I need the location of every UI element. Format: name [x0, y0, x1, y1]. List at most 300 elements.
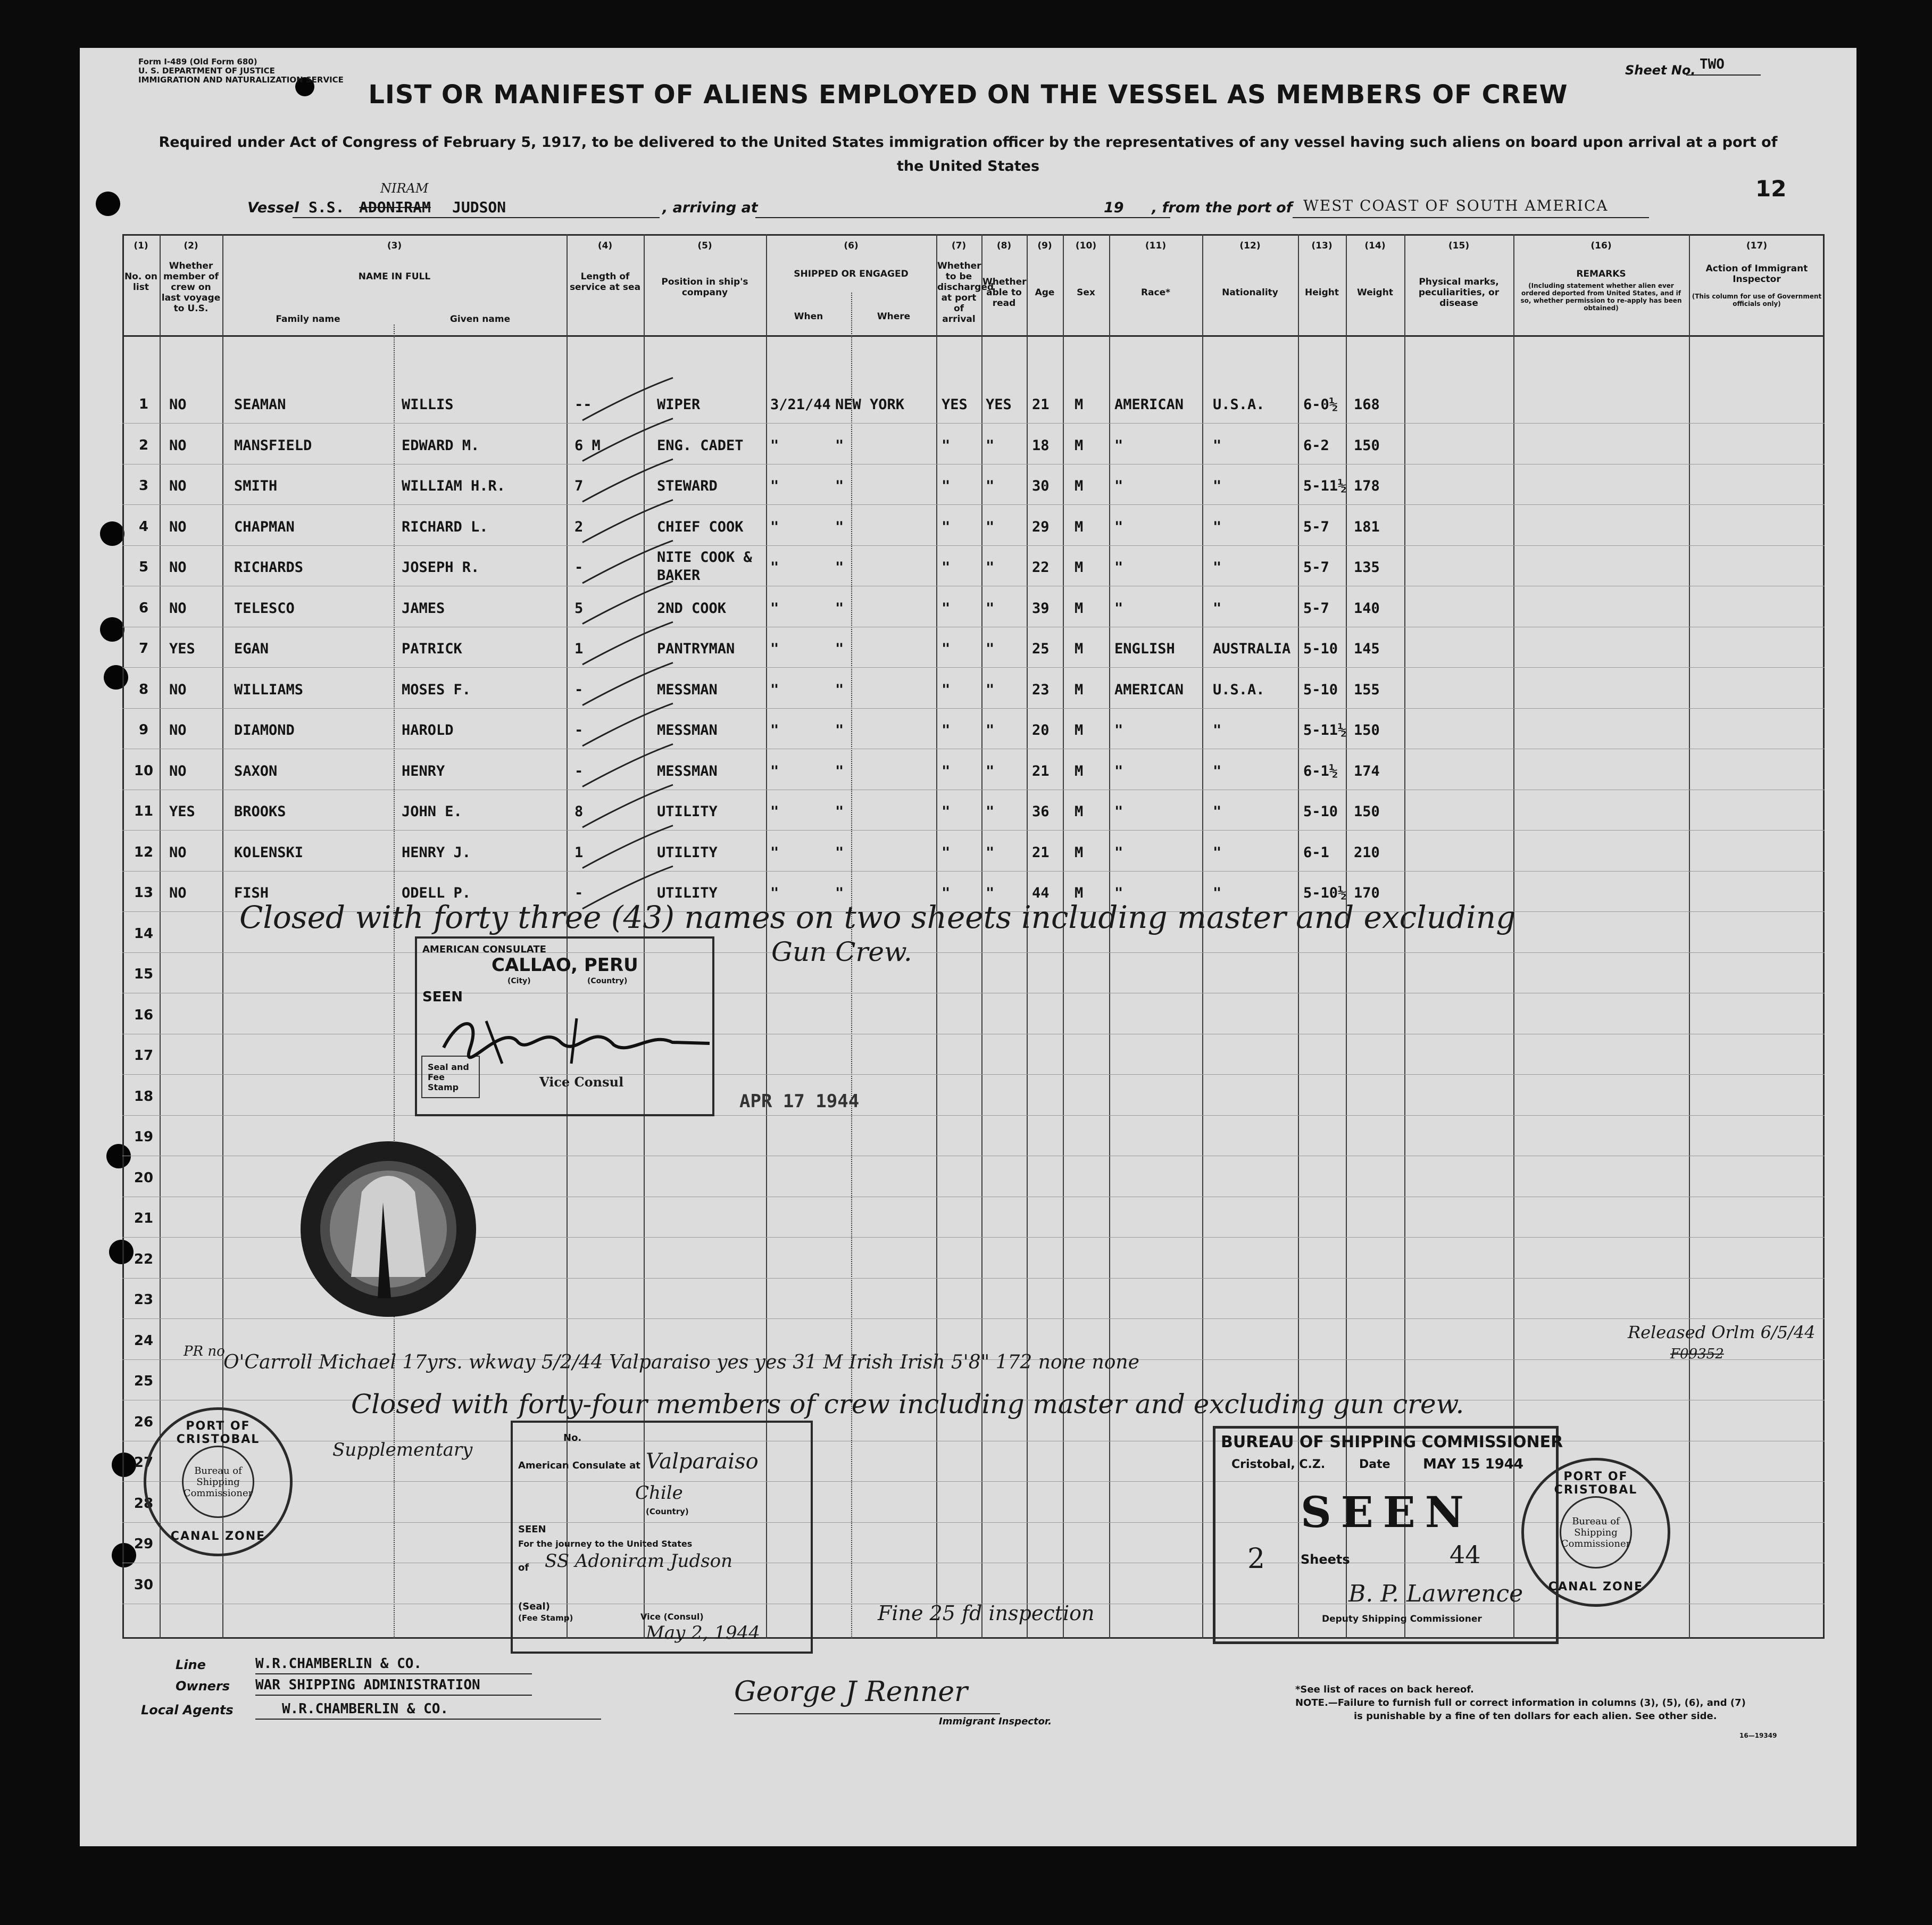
- footer-owners-label: Owners: [176, 1679, 230, 1694]
- cell-family: KOLENSKI: [234, 844, 304, 861]
- cell-last-voyage: NO: [169, 518, 187, 535]
- cell-race: ": [1114, 722, 1123, 739]
- cell-last-voyage: NO: [169, 600, 187, 617]
- cell-sex: M: [1075, 559, 1084, 576]
- cell-nationality: ": [1213, 559, 1222, 576]
- column-number: (14): [1364, 240, 1386, 251]
- cell-sex: M: [1075, 478, 1084, 494]
- page-title: LIST OR MANIFEST OF ALIENS EMPLOYED ON THE VESSEL AS MEMBERS OF CREW: [368, 80, 1568, 110]
- column-number: (1): [134, 240, 148, 251]
- sheet-no-value: TWO: [1700, 56, 1725, 72]
- cell-last-voyage: NO: [169, 396, 187, 413]
- row-number: 6: [138, 600, 149, 616]
- cell-discharged: ": [942, 600, 951, 617]
- column-header-last-voyage: Whether member of crew on last voyage to U.S.: [161, 261, 221, 314]
- cell-given: PATRICK: [402, 641, 462, 657]
- column-divider: [1063, 234, 1064, 1639]
- cell-given: ODELL P.: [402, 885, 471, 901]
- cell-last-voyage: YES: [169, 803, 195, 820]
- cell-race: ": [1114, 885, 1123, 901]
- cell-height: 5-10: [1303, 641, 1338, 657]
- cell-age: 21: [1032, 396, 1050, 413]
- form-id-line: U. S. DEPARTMENT OF JUSTICE: [138, 66, 275, 76]
- column-header-remarks: REMARKS: [1576, 269, 1626, 279]
- column-header-race: Race*: [1140, 287, 1171, 298]
- cell-last-voyage: NO: [169, 844, 187, 861]
- column-number: (4): [597, 240, 613, 251]
- cell-weight: 174: [1354, 762, 1380, 779]
- note-fine-1: NOTE.—Failure to furnish full or correct information in columns (3), (5), (6), and (7): [1295, 1697, 1746, 1708]
- cell-nationality: U.S.A.: [1213, 681, 1265, 698]
- row-number: 1: [138, 396, 149, 412]
- column-header-given: Given name: [449, 314, 511, 325]
- column-number: (3): [387, 240, 402, 251]
- cell-when: ": [770, 762, 779, 779]
- column-number: (13): [1311, 240, 1333, 251]
- column-number: (15): [1448, 240, 1470, 251]
- cell-when: ": [770, 681, 779, 698]
- row-number: 4: [138, 518, 149, 535]
- cell-when: ": [770, 559, 779, 576]
- cell-position: STEWARD: [657, 478, 718, 494]
- cell-sex: M: [1075, 437, 1084, 454]
- cell-weight: 178: [1354, 478, 1380, 494]
- cell-height: 6-1½: [1303, 762, 1338, 779]
- cell-read: ": [986, 641, 995, 657]
- row-number: 3: [138, 478, 149, 494]
- row-number: 23: [134, 1292, 154, 1308]
- cell-position: MESSMAN: [657, 722, 718, 739]
- cell-position: ENG. CADET: [657, 437, 744, 454]
- form-id-line: Form I-489 (Old Form 680): [138, 57, 257, 67]
- cell-height: 5-10½: [1303, 885, 1347, 901]
- vessel-underline: [293, 217, 660, 218]
- callao-stamp-heading: AMERICAN CONSULATE: [422, 944, 546, 955]
- cell-discharged: ": [942, 722, 951, 739]
- cell-where: ": [835, 559, 844, 576]
- commissioner-signature: B. P. Lawrence: [1348, 1580, 1523, 1607]
- cell-where: ": [835, 518, 844, 535]
- seal-center-text: Bureau of Shipping Commissioner: [1560, 1496, 1632, 1569]
- closing-note-1: Closed with forty three (43) names on two sheets including master and excluding: [239, 899, 1516, 935]
- punch-hole: [100, 617, 124, 642]
- row-rule: [122, 952, 1825, 953]
- seal-ring-text: PORT OF CRISTOBAL: [1554, 1470, 1638, 1497]
- row-number: 18: [134, 1088, 154, 1105]
- row-rule: [122, 423, 1825, 424]
- column-number: (11): [1145, 240, 1167, 251]
- cell-position: PANTRYMAN: [657, 641, 735, 657]
- cell-sex: M: [1075, 803, 1084, 820]
- port-value: WEST COAST OF SOUTH AMERICA: [1303, 197, 1609, 214]
- cell-weight: 140: [1354, 600, 1380, 617]
- valparaiso-seen: SEEN: [518, 1524, 546, 1535]
- cell-service: 8: [574, 803, 584, 820]
- cell-discharged: ": [942, 437, 951, 454]
- seal-ring-text: PORT OF CRISTOBAL: [176, 1420, 260, 1446]
- column-number: (7): [951, 240, 967, 251]
- cell-last-voyage: NO: [169, 885, 187, 901]
- inspector-label: Immigrant Inspector.: [939, 1716, 1052, 1727]
- footer-agents-value: W.R.CHAMBERLIN & CO.: [282, 1701, 449, 1717]
- cell-service: 2: [574, 518, 584, 535]
- cell-family: SMITH: [234, 478, 278, 494]
- cell-family: SEAMAN: [234, 396, 286, 413]
- cell-discharged: ": [942, 681, 951, 698]
- column-header-where: Where: [877, 311, 911, 322]
- row-number: 30: [134, 1576, 154, 1593]
- commissioner-seen: SEEN: [1301, 1487, 1473, 1537]
- callao-signature-icon: [438, 1010, 715, 1078]
- commissioner-date-value: MAY 15 1944: [1423, 1456, 1523, 1472]
- cell-height: 5-7: [1303, 600, 1329, 617]
- cell-service: -: [574, 885, 584, 901]
- cell-when: ": [770, 600, 779, 617]
- cell-weight: 145: [1354, 641, 1380, 657]
- row-number: 9: [138, 722, 149, 738]
- row-number: 2: [138, 437, 149, 453]
- sheet-no-label: Sheet No.: [1625, 63, 1696, 78]
- column-number: (9): [1037, 240, 1052, 251]
- column-header-action-note: (This column for use of Government officials only): [1692, 293, 1822, 308]
- seal-bottom-text: CANAL ZONE: [170, 1530, 266, 1543]
- column-divider: [1202, 234, 1203, 1639]
- row-number: 20: [134, 1169, 154, 1186]
- cell-nationality: ": [1213, 722, 1222, 739]
- row-rule: [122, 667, 1825, 668]
- cell-height: 5-11½: [1303, 722, 1347, 739]
- page-subtitle: Required under Act of Congress of February 5, 1917, to be delivered to the United States immigration officer by the representatives of any vessel having such aliens on board upon arrival at a port of the United States: [159, 134, 1778, 175]
- row-number: 15: [134, 966, 154, 982]
- column-header-physical: Physical marks, peculiarities, or disease: [1418, 277, 1500, 309]
- column-number: (5): [697, 240, 712, 251]
- cell-read: ": [986, 762, 995, 779]
- cell-service: 7: [574, 478, 584, 494]
- footer-owners-underline: [255, 1695, 532, 1696]
- arriving-label: , arriving at: [662, 200, 758, 216]
- cell-last-voyage: NO: [169, 681, 187, 698]
- column-header-discharged: Whether to be discharged at port of arrival: [937, 261, 994, 325]
- cell-race: ": [1114, 518, 1123, 535]
- cell-height: 5-11½: [1303, 478, 1347, 494]
- row-number: 5: [138, 559, 149, 575]
- cell-service: 1: [574, 641, 584, 657]
- cell-given: RICHARD L.: [402, 518, 488, 535]
- column-header-height: Height: [1305, 287, 1339, 298]
- released-ref: F09352: [1670, 1346, 1724, 1362]
- column-divider: [936, 234, 937, 1639]
- cell-nationality: ": [1213, 762, 1222, 779]
- vessel-name: JUDSON: [452, 198, 506, 216]
- cell-when: ": [770, 641, 779, 657]
- cell-position: WIPER: [657, 396, 701, 413]
- cell-family: MANSFIELD: [234, 437, 312, 454]
- punch-hole: [96, 192, 120, 216]
- cell-discharged: YES: [942, 396, 968, 413]
- cell-age: 39: [1032, 600, 1050, 617]
- date-stamp: APR 17 1944: [739, 1091, 860, 1112]
- cell-weight: 210: [1354, 844, 1380, 861]
- cell-discharged: ": [942, 803, 951, 820]
- cell-family: WILLIAMS: [234, 681, 304, 698]
- column-number: (2): [184, 240, 198, 251]
- note-races: *See list of races on back hereof.: [1295, 1684, 1474, 1695]
- row-number: 13: [134, 885, 154, 901]
- callao-stamp-seal-box: Seal and Fee Stamp: [421, 1056, 480, 1098]
- row-number: 17: [134, 1048, 154, 1064]
- cell-read: ": [986, 437, 995, 454]
- callao-stamp-seen: SEEN: [422, 989, 463, 1005]
- cell-where: ": [835, 437, 844, 454]
- cell-sex: M: [1075, 762, 1084, 779]
- cell-given: WILLIS: [402, 396, 454, 413]
- shipping-commissioner-stamp: [1213, 1426, 1563, 1644]
- cell-service: 5: [574, 600, 584, 617]
- row-number: 16: [134, 1007, 154, 1023]
- cell-where: ": [835, 681, 844, 698]
- row-number: 8: [138, 681, 149, 698]
- cell-discharged: ": [942, 844, 951, 861]
- cell-service: 6 M: [574, 437, 601, 454]
- column-header-weight: Weight: [1357, 287, 1393, 298]
- cell-given: JOHN E.: [402, 803, 462, 820]
- cell-height: 5-7: [1303, 559, 1329, 576]
- column-header-remarks-note: (Including statement whether alien ever ordered deported from United States, and if so, whether permission to re-apply has been obtained): [1520, 282, 1682, 312]
- cell-family: EGAN: [234, 641, 269, 657]
- year-label: 19: [1104, 200, 1124, 216]
- cell-position: CHIEF COOK: [657, 518, 744, 535]
- fine-note: Fine 25 fd inspection: [878, 1602, 1095, 1625]
- cell-when: ": [770, 803, 779, 820]
- column-header-no: No. on list: [124, 271, 158, 293]
- cell-read: ": [986, 844, 995, 861]
- row-rule: [122, 871, 1825, 872]
- cell-service: -: [574, 681, 584, 698]
- cell-sex: M: [1075, 518, 1084, 535]
- callao-consulate-stamp: [415, 936, 714, 1116]
- cell-height: 6-1: [1303, 844, 1329, 861]
- row-number: 14: [134, 925, 154, 942]
- manifest-sheet: [80, 48, 1856, 1846]
- valparaiso-journey-label: For the journey to the United States: [518, 1539, 693, 1549]
- commissioner-sheets-value: 2: [1247, 1543, 1265, 1575]
- cell-when: ": [770, 478, 779, 494]
- cell-nationality: ": [1213, 478, 1222, 494]
- column-header-family: Family name: [276, 314, 340, 325]
- cell-last-voyage: NO: [169, 722, 187, 739]
- cell-service: -: [574, 762, 584, 779]
- inspector-signature: George J Renner: [734, 1676, 968, 1708]
- cell-where: ": [835, 762, 844, 779]
- cell-race: ": [1114, 844, 1123, 861]
- column-header-read: Whether able to read: [982, 277, 1027, 309]
- inspector-underline: [734, 1713, 1000, 1714]
- commissioner-count-value: 44: [1450, 1540, 1481, 1569]
- cell-when: ": [770, 844, 779, 861]
- cell-last-voyage: YES: [169, 641, 195, 657]
- cell-where: ": [835, 478, 844, 494]
- valparaiso-vessel-value: SS Adoniram Judson: [545, 1550, 733, 1572]
- valparaiso-seal-label: (Seal): [518, 1601, 550, 1612]
- footer-line-value: W.R.CHAMBERLIN & CO.: [255, 1656, 422, 1672]
- column-header-action: Action of Immigrant Inspector: [1705, 263, 1808, 285]
- row-rule: [122, 1115, 1825, 1116]
- cell-service: -: [574, 722, 584, 739]
- commissioner-date-label: Date: [1359, 1458, 1390, 1471]
- row-number: 19: [134, 1129, 154, 1145]
- cell-where: ": [835, 641, 844, 657]
- cell-age: 36: [1032, 803, 1050, 820]
- footer-agents-label: Local Agents: [141, 1703, 234, 1717]
- commissioner-signer-title: Deputy Shipping Commissioner: [1322, 1614, 1482, 1624]
- cell-sex: M: [1075, 681, 1084, 698]
- cell-age: 23: [1032, 681, 1050, 698]
- commissioner-heading: BUREAU OF SHIPPING COMMISSIONER: [1221, 1433, 1563, 1451]
- column-header-position: Position in ship's company: [661, 277, 748, 298]
- seal-center-text: Bureau of Shipping Commissioner: [182, 1446, 254, 1518]
- port-cristobal-seal-left: [144, 1407, 293, 1556]
- cell-weight: 168: [1354, 396, 1380, 413]
- cell-weight: 155: [1354, 681, 1380, 698]
- form-code: 16—19349: [1739, 1732, 1777, 1739]
- cell-position: NITE COOK & BAKER: [657, 549, 752, 584]
- cell-given: WILLIAM H.R.: [402, 478, 506, 494]
- cell-read: ": [986, 518, 995, 535]
- valparaiso-consulate-label: American Consulate at: [518, 1460, 640, 1471]
- cell-discharged: ": [942, 762, 951, 779]
- cell-discharged: ": [942, 518, 951, 535]
- closing-note-2: Closed with forty-four members of crew including master and excluding gun crew.: [351, 1389, 1464, 1420]
- callao-stamp-title: Vice Consul: [539, 1074, 624, 1090]
- cell-family: BROOKS: [234, 803, 286, 820]
- row-rule: [122, 545, 1825, 546]
- cell-height: 5-10: [1303, 803, 1338, 820]
- cell-race: ": [1114, 478, 1123, 494]
- callao-stamp-city-label: (City): [507, 977, 531, 985]
- cell-weight: 170: [1354, 885, 1380, 901]
- cell-when: ": [770, 722, 779, 739]
- cell-position: MESSMAN: [657, 762, 718, 779]
- embossed-seal-icon: [298, 1139, 479, 1320]
- cell-family: DIAMOND: [234, 722, 295, 739]
- cell-sex: M: [1075, 844, 1084, 861]
- cell-weight: 150: [1354, 722, 1380, 739]
- cell-age: 20: [1032, 722, 1050, 739]
- vessel-label: Vessel: [247, 200, 299, 216]
- column-header-name: NAME IN FULL: [358, 271, 431, 282]
- cell-sex: M: [1075, 600, 1084, 617]
- cell-family: RICHARDS: [234, 559, 304, 576]
- cell-family: TELESCO: [234, 600, 295, 617]
- released-note: Released Orlm 6/5/44: [1628, 1322, 1816, 1342]
- port-cristobal-seal-right: [1521, 1458, 1670, 1607]
- row-number: 29: [134, 1536, 154, 1552]
- footer-agents-underline: [255, 1719, 601, 1720]
- vessel-name-struck: ADONIRAM: [359, 198, 431, 216]
- valparaiso-of-label: of: [518, 1562, 529, 1573]
- cell-race: AMERICAN: [1114, 681, 1184, 698]
- cell-where: NEW YORK: [835, 396, 905, 413]
- cell-nationality: U.S.A.: [1213, 396, 1265, 413]
- cell-when: 3/21/44: [770, 396, 831, 413]
- row25-entry: O'Carroll Michael 17yrs. wkway 5/2/44 Valparaiso yes yes 31 M Irish Irish 5'8" 172 none none: [223, 1351, 1139, 1373]
- column-divider: [1027, 234, 1028, 1639]
- punch-hole: [100, 521, 124, 546]
- port-underline: [1293, 217, 1649, 218]
- cell-family: SAXON: [234, 762, 278, 779]
- cell-nationality: ": [1213, 600, 1222, 617]
- cell-age: 29: [1032, 518, 1050, 535]
- cell-read: YES: [986, 396, 1012, 413]
- cell-discharged: ": [942, 478, 951, 494]
- column-header-shipped: SHIPPED OR ENGAGED: [794, 269, 909, 279]
- cell-discharged: ": [942, 559, 951, 576]
- cell-race: ": [1114, 559, 1123, 576]
- cell-service: -: [574, 559, 584, 576]
- cell-given: HENRY: [402, 762, 445, 779]
- row-number: 26: [134, 1414, 154, 1430]
- callao-stamp-country-label: (Country): [587, 977, 628, 985]
- cell-race: ": [1114, 762, 1123, 779]
- cell-last-voyage: NO: [169, 478, 187, 494]
- cell-where: ": [835, 803, 844, 820]
- cell-age: 25: [1032, 641, 1050, 657]
- cell-race: AMERICAN: [1114, 396, 1184, 413]
- valparaiso-country-value: Chile: [635, 1482, 683, 1504]
- cell-family: FISH: [234, 885, 269, 901]
- commissioner-place: Cristobal, C.Z.: [1231, 1458, 1326, 1471]
- cell-discharged: ": [942, 885, 951, 901]
- port-label: , from the port of: [1152, 200, 1293, 216]
- cell-nationality: ": [1213, 437, 1222, 454]
- cell-age: 21: [1032, 762, 1050, 779]
- column-number: (8): [996, 240, 1012, 251]
- form-id-line: IMMIGRATION AND NATURALIZATION SERVICE: [138, 75, 344, 85]
- row-number: 10: [134, 762, 154, 779]
- cell-service: --: [574, 396, 592, 413]
- cell-race: ": [1114, 600, 1123, 617]
- column-number: (12): [1239, 240, 1261, 251]
- row-rule: [122, 1074, 1825, 1075]
- cell-weight: 150: [1354, 437, 1380, 454]
- row-rule: [122, 830, 1825, 831]
- cell-given: HENRY J.: [402, 844, 471, 861]
- cell-given: EDWARD M.: [402, 437, 480, 454]
- cell-when: ": [770, 518, 779, 535]
- valparaiso-consulate-stamp: [511, 1421, 813, 1654]
- column-divider: [981, 234, 982, 1639]
- cell-race: ": [1114, 803, 1123, 820]
- footer-owners-value: WAR SHIPPING ADMINISTRATION: [255, 1677, 480, 1693]
- seal-bottom-text: CANAL ZONE: [1548, 1580, 1644, 1594]
- column-number: (17): [1746, 240, 1768, 251]
- cell-race: ENGLISH: [1114, 641, 1175, 657]
- cell-discharged: ": [942, 641, 951, 657]
- cell-age: 30: [1032, 478, 1050, 494]
- cell-position: MESSMAN: [657, 681, 718, 698]
- footer-line-label: Line: [176, 1657, 206, 1672]
- cell-where: ": [835, 844, 844, 861]
- row-number: 11: [134, 803, 154, 819]
- cell-given: JAMES: [402, 600, 445, 617]
- header-rule: [122, 335, 1825, 337]
- cell-nationality: ": [1213, 885, 1222, 901]
- row-rule: [122, 504, 1825, 505]
- cell-height: 5-7: [1303, 518, 1329, 535]
- column-number: (10): [1075, 240, 1097, 251]
- cell-when: ": [770, 885, 779, 901]
- valparaiso-no-label: No.: [563, 1432, 582, 1443]
